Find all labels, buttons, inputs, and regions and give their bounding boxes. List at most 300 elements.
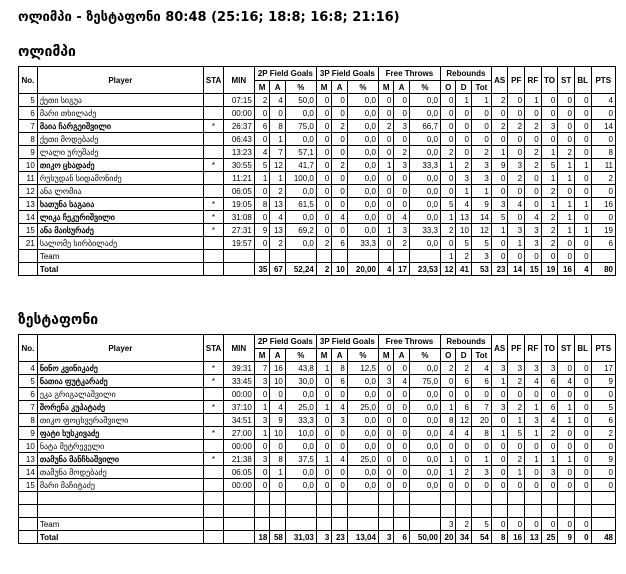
starter-mark xyxy=(203,146,223,159)
stat-tot: 8 xyxy=(471,427,491,440)
total-stat-as: 23 xyxy=(491,263,508,276)
col-subheader-m: M xyxy=(378,349,394,362)
total-row-label: Total xyxy=(37,531,203,544)
stat-fta: 0 xyxy=(394,414,410,427)
stat-tot xyxy=(471,505,491,518)
minutes: 00:00 xyxy=(223,479,254,492)
stat-pts xyxy=(591,492,615,505)
stat-p3m: 0 xyxy=(316,107,332,120)
team-row-label: Team xyxy=(37,518,203,531)
stat-ftm: 0 xyxy=(378,133,394,146)
player-number xyxy=(19,492,38,505)
stat-pf: 0 xyxy=(508,388,525,401)
total-stat-d: 34 xyxy=(456,531,472,544)
player-name: თიკო ფოცხვერაშვილი xyxy=(37,414,203,427)
stat-p2p: 10,0 xyxy=(285,427,316,440)
stat-p2m: 4 xyxy=(254,146,270,159)
stat-p3m: 0 xyxy=(316,133,332,146)
stat-st: 1 xyxy=(558,172,575,185)
player-name: მაია ჩარგეიშვილი xyxy=(37,120,203,133)
stat-d xyxy=(456,492,472,505)
stat-to xyxy=(541,505,558,518)
stat-p2m: 0 xyxy=(254,237,270,250)
total-row xyxy=(19,531,616,544)
stat-fta: 0 xyxy=(394,388,410,401)
stat-rf: 0 xyxy=(525,172,542,185)
stat-fta: 3 xyxy=(394,224,410,237)
stat-ftp: 0,0 xyxy=(409,479,440,492)
player-number: 8 xyxy=(19,133,38,146)
stat-p2m: 0 xyxy=(254,211,270,224)
stat-p3a: 0 xyxy=(332,388,348,401)
stat-fta: 0 xyxy=(394,185,410,198)
stat-p2a: 0 xyxy=(270,440,286,453)
stat-pf: 0 xyxy=(508,133,525,146)
stat-pf: 3 xyxy=(508,159,525,172)
stat-p3a: 0 xyxy=(332,172,348,185)
minutes: 06:43 xyxy=(223,133,254,146)
stat-ftp: 0,0 xyxy=(409,107,440,120)
stat-bl: 0 xyxy=(574,466,591,479)
stat-d xyxy=(456,505,472,518)
stat-p3a: 0 xyxy=(332,479,348,492)
total-stat-tot: 54 xyxy=(471,531,491,544)
team-row-empty xyxy=(347,250,378,263)
stat-bl: 1 xyxy=(574,224,591,237)
starter-mark: * xyxy=(203,224,223,237)
stat-p3a: 4 xyxy=(332,211,348,224)
stat-pts: 5 xyxy=(591,401,615,414)
stat-pts: 0 xyxy=(591,440,615,453)
stat-p2p: 0,0 xyxy=(285,133,316,146)
stat-ftp: 0,0 xyxy=(409,427,440,440)
stat-p2p: 0,0 xyxy=(285,211,316,224)
stat-p2m: 0 xyxy=(254,479,270,492)
team-row-empty xyxy=(409,518,440,531)
stat-p3p: 0,0 xyxy=(347,198,378,211)
total-stat-ftp: 23,53 xyxy=(409,263,440,276)
stat-p2a: 2 xyxy=(270,237,286,250)
team-stat-to: 0 xyxy=(541,518,558,531)
starter-mark xyxy=(203,414,223,427)
stat-p3m: 0 xyxy=(316,388,332,401)
total-stat-o: 12 xyxy=(440,263,456,276)
stat-pts: 2 xyxy=(591,427,615,440)
player-number: 9 xyxy=(19,427,38,440)
stat-p2m xyxy=(254,505,270,518)
col-header-rf: RF xyxy=(525,335,542,362)
stat-pts: 6 xyxy=(591,414,615,427)
minutes xyxy=(223,492,254,505)
team-row-empty xyxy=(347,518,378,531)
starter-mark xyxy=(203,440,223,453)
player-row xyxy=(19,388,616,401)
stat-bl: 0 xyxy=(574,453,591,466)
game-title: ოლიმპი - ზესტაფონი 80:48 (25:16; 18:8; 16:8; 21:16) xyxy=(18,10,400,25)
stat-to: 4 xyxy=(541,414,558,427)
stat-o: 1 xyxy=(440,211,456,224)
stat-rf: 0 xyxy=(525,133,542,146)
stat-ftp xyxy=(409,505,440,518)
stat-fta: 3 xyxy=(394,120,410,133)
player-number: 4 xyxy=(19,362,38,375)
stat-p2p: 43,8 xyxy=(285,362,316,375)
player-number: 15 xyxy=(19,479,38,492)
player-name: ნინო კვინიკაძე xyxy=(37,362,203,375)
player-number: 11 xyxy=(19,172,38,185)
stat-bl: 0 xyxy=(574,146,591,159)
stat-as: 2 xyxy=(491,120,508,133)
stat-rf: 3 xyxy=(525,362,542,375)
total-stat-bl: 0 xyxy=(574,531,591,544)
stat-p2p: 0,0 xyxy=(285,185,316,198)
stat-p3a: 0 xyxy=(332,107,348,120)
stat-rf: 0 xyxy=(525,466,542,479)
stat-fta: 3 xyxy=(394,159,410,172)
stat-st: 1 xyxy=(558,159,575,172)
player-name: ლიკა ჩეკურიშვილი xyxy=(37,211,203,224)
stat-p3p: 0,0 xyxy=(347,146,378,159)
stat-ftm: 0 xyxy=(378,172,394,185)
total-stat-p3a: 23 xyxy=(332,531,348,544)
starter-mark: * xyxy=(203,120,223,133)
stat-p2a: 12 xyxy=(270,159,286,172)
stat-p3a: 0 xyxy=(332,185,348,198)
stat-p3a: 2 xyxy=(332,120,348,133)
total-stat-st: 9 xyxy=(558,531,575,544)
stat-p3p: 12,5 xyxy=(347,362,378,375)
stat-p3p: 0,0 xyxy=(347,107,378,120)
total-stat-rf: 15 xyxy=(525,263,542,276)
minutes: 27:00 xyxy=(223,427,254,440)
team-stat-pf: 0 xyxy=(508,518,525,531)
stat-p3a: 0 xyxy=(332,94,348,107)
stat-p2a: 9 xyxy=(270,414,286,427)
stat-rf: 0 xyxy=(525,440,542,453)
stat-ftp: 0,0 xyxy=(409,466,440,479)
col-header-sta: STA xyxy=(203,335,223,362)
stat-rf: 3 xyxy=(525,414,542,427)
stat-p3m xyxy=(316,492,332,505)
starter-mark xyxy=(203,479,223,492)
team-row xyxy=(19,250,616,263)
player-name: ხათუნა საგაია xyxy=(37,198,203,211)
col-subheader-pct: % xyxy=(347,349,378,362)
stat-o: 2 xyxy=(440,146,456,159)
starter-mark: * xyxy=(203,375,223,388)
col-header-to: TO xyxy=(541,67,558,94)
player-number: 8 xyxy=(19,414,38,427)
stat-p3m: 1 xyxy=(316,362,332,375)
stat-pf: 3 xyxy=(508,362,525,375)
player-number: 12 xyxy=(19,185,38,198)
stat-tot: 20 xyxy=(471,414,491,427)
stat-o: 0 xyxy=(440,440,456,453)
total-row-no xyxy=(19,531,38,544)
stat-bl: 0 xyxy=(574,401,591,414)
stat-rf: 0 xyxy=(525,185,542,198)
starter-mark xyxy=(203,388,223,401)
team-stat-o: 3 xyxy=(440,518,456,531)
stat-to xyxy=(541,492,558,505)
player-number: 13 xyxy=(19,198,38,211)
stat-fta: 0 xyxy=(394,107,410,120)
stat-st: 0 xyxy=(558,479,575,492)
stat-p3p xyxy=(347,492,378,505)
stat-ftp: 0,0 xyxy=(409,94,440,107)
player-row xyxy=(19,375,616,388)
team-stat-d: 2 xyxy=(456,250,472,263)
stat-d: 13 xyxy=(456,211,472,224)
stat-ftm: 0 xyxy=(378,440,394,453)
stat-pf: 2 xyxy=(508,120,525,133)
stat-o: 0 xyxy=(440,388,456,401)
stat-rf: 0 xyxy=(525,107,542,120)
minutes: 39:31 xyxy=(223,362,254,375)
stat-as xyxy=(491,492,508,505)
stat-ftp: 75,0 xyxy=(409,375,440,388)
stat-p2a xyxy=(270,505,286,518)
stat-fta: 0 xyxy=(394,427,410,440)
total-stat-p3p: 13,04 xyxy=(347,531,378,544)
stat-o: 1 xyxy=(440,453,456,466)
col-subheader-o: O xyxy=(440,81,456,94)
stat-tot: 0 xyxy=(471,440,491,453)
minutes: 06:05 xyxy=(223,466,254,479)
stat-p3m: 0 xyxy=(316,440,332,453)
stat-tot: 0 xyxy=(471,388,491,401)
col-header-to: TO xyxy=(541,335,558,362)
stat-ftm: 0 xyxy=(378,185,394,198)
stat-as: 0 xyxy=(491,453,508,466)
player-row xyxy=(19,120,616,133)
stat-tot: 0 xyxy=(471,133,491,146)
total-stat-p3m: 3 xyxy=(316,531,332,544)
stat-pts: 2 xyxy=(591,172,615,185)
stat-p3p: 0,0 xyxy=(347,427,378,440)
col-subheader-a: A xyxy=(332,81,348,94)
stat-pf: 4 xyxy=(508,198,525,211)
stat-ftp: 0,0 xyxy=(409,211,440,224)
col-header-as: AS xyxy=(491,335,508,362)
player-row xyxy=(19,466,616,479)
stat-bl: 0 xyxy=(574,211,591,224)
stat-bl: 1 xyxy=(574,198,591,211)
stat-p2p: 100,0 xyxy=(285,172,316,185)
stat-tot: 12 xyxy=(471,224,491,237)
stat-p3a: 4 xyxy=(332,401,348,414)
team-row xyxy=(19,518,616,531)
col-header-player: Player xyxy=(37,335,203,362)
total-row-no xyxy=(19,263,38,276)
stat-rf: 0 xyxy=(525,198,542,211)
stat-ftp: 0,0 xyxy=(409,185,440,198)
stat-p3m: 0 xyxy=(316,198,332,211)
stat-pts: 14 xyxy=(591,120,615,133)
stat-ftm: 0 xyxy=(378,453,394,466)
team-row-no xyxy=(19,518,38,531)
stat-ftm: 1 xyxy=(378,159,394,172)
stat-p2p: 25,0 xyxy=(285,401,316,414)
minutes: 27:31 xyxy=(223,224,254,237)
team-stat-pts xyxy=(591,250,615,263)
col-header-st: ST xyxy=(558,67,575,94)
stat-to: 0 xyxy=(541,479,558,492)
team-name-olimpi: ოლიმპი xyxy=(18,44,76,60)
player-row xyxy=(19,453,616,466)
col-header-bl: BL xyxy=(574,67,591,94)
team-row-empty xyxy=(254,250,270,263)
stat-as xyxy=(491,505,508,518)
stat-tot: 9 xyxy=(471,198,491,211)
stat-p2m: 1 xyxy=(254,401,270,414)
stat-p3m: 0 xyxy=(316,120,332,133)
stat-as: 0 xyxy=(491,172,508,185)
stat-o: 0 xyxy=(440,94,456,107)
stat-ftp: 0,0 xyxy=(409,440,440,453)
stat-p3m: 0 xyxy=(316,224,332,237)
stat-fta: 2 xyxy=(394,237,410,250)
stat-pf: 0 xyxy=(508,107,525,120)
stat-tot: 5 xyxy=(471,237,491,250)
stat-as: 5 xyxy=(491,211,508,224)
stat-d: 0 xyxy=(456,388,472,401)
col-subheader-o: O xyxy=(440,349,456,362)
minutes: 00:00 xyxy=(223,107,254,120)
player-row xyxy=(19,172,616,185)
stat-bl: 0 xyxy=(574,375,591,388)
total-stat-fta: 6 xyxy=(394,531,410,544)
player-row xyxy=(19,224,616,237)
team-stat-bl: 0 xyxy=(574,518,591,531)
stat-rf: 2 xyxy=(525,120,542,133)
stat-to: 1 xyxy=(541,453,558,466)
stat-as: 1 xyxy=(491,146,508,159)
player-number: 6 xyxy=(19,388,38,401)
stat-fta: 0 xyxy=(394,133,410,146)
col-header-pts: PTS xyxy=(591,67,615,94)
stat-pf: 2 xyxy=(508,453,525,466)
stat-p2a: 7 xyxy=(270,146,286,159)
stat-as: 0 xyxy=(491,107,508,120)
team-stat-tot: 3 xyxy=(471,250,491,263)
stat-st: 1 xyxy=(558,198,575,211)
player-number: 5 xyxy=(19,375,38,388)
stat-st: 1 xyxy=(558,414,575,427)
stat-o: 2 xyxy=(440,362,456,375)
stat-p3p: 0,0 xyxy=(347,159,378,172)
stat-p2m: 2 xyxy=(254,94,270,107)
stat-d: 0 xyxy=(456,133,472,146)
stat-p3p: 0,0 xyxy=(347,375,378,388)
stat-as: 3 xyxy=(491,401,508,414)
player-name: ეკა გრიგალაშვილი xyxy=(37,388,203,401)
stat-as: 0 xyxy=(491,388,508,401)
stat-p3p: 0,0 xyxy=(347,466,378,479)
stat-bl xyxy=(574,492,591,505)
col-header-free-throws: Free Throws xyxy=(378,335,440,349)
stat-ftm: 2 xyxy=(378,120,394,133)
stat-bl: 0 xyxy=(574,427,591,440)
stat-d: 12 xyxy=(456,414,472,427)
stat-o: 0 xyxy=(440,237,456,250)
total-stat-rf: 13 xyxy=(525,531,542,544)
stat-p3m: 0 xyxy=(316,414,332,427)
stat-o xyxy=(440,505,456,518)
stat-to: 1 xyxy=(541,146,558,159)
stat-p3m: 0 xyxy=(316,159,332,172)
stat-pf: 5 xyxy=(508,427,525,440)
total-stat-to: 19 xyxy=(541,263,558,276)
stat-p2m: 0 xyxy=(254,133,270,146)
col-subheader-a: A xyxy=(270,349,286,362)
stat-to: 0 xyxy=(541,133,558,146)
stat-p2m: 0 xyxy=(254,185,270,198)
stat-p3a xyxy=(332,505,348,518)
stat-fta: 0 xyxy=(394,401,410,414)
stat-p2a: 1 xyxy=(270,172,286,185)
team-stat-rf: 0 xyxy=(525,250,542,263)
team-row-sta xyxy=(203,250,223,263)
stat-rf: 4 xyxy=(525,211,542,224)
col-header-3p-field-goals: 3P Field Goals xyxy=(316,335,378,349)
player-number: 5 xyxy=(19,94,38,107)
stat-p3p: 0,0 xyxy=(347,133,378,146)
stat-d: 4 xyxy=(456,427,472,440)
stat-p3a: 0 xyxy=(332,440,348,453)
stat-pf: 2 xyxy=(508,172,525,185)
col-subheader-pct: % xyxy=(409,81,440,94)
stat-pts: 0 xyxy=(591,211,615,224)
col-header-rebounds: Rebounds xyxy=(440,335,491,349)
stat-p2p: 0,0 xyxy=(285,107,316,120)
stat-tot: 3 xyxy=(471,466,491,479)
player-row xyxy=(19,211,616,224)
stat-fta: 0 xyxy=(394,466,410,479)
stat-pts: 0 xyxy=(591,185,615,198)
player-row xyxy=(19,133,616,146)
stat-pf: 0 xyxy=(508,440,525,453)
col-subheader-a: A xyxy=(394,81,410,94)
starter-mark xyxy=(203,492,223,505)
player-name: ანა ლომია xyxy=(37,185,203,198)
stat-ftp: 0,0 xyxy=(409,401,440,414)
stat-p2p: 0,0 xyxy=(285,479,316,492)
stat-p3a: 0 xyxy=(332,427,348,440)
stat-rf xyxy=(525,492,542,505)
team-row-empty xyxy=(316,250,332,263)
col-header-as: AS xyxy=(491,67,508,94)
stat-to: 0 xyxy=(541,440,558,453)
stat-st: 0 xyxy=(558,388,575,401)
stat-as: 1 xyxy=(491,427,508,440)
stat-p3p: 0,0 xyxy=(347,120,378,133)
stat-p2a: 10 xyxy=(270,427,286,440)
stat-d: 6 xyxy=(456,401,472,414)
stat-d: 2 xyxy=(456,159,472,172)
team-row-min xyxy=(223,250,254,263)
stat-pf: 0 xyxy=(508,479,525,492)
col-header-rebounds: Rebounds xyxy=(440,67,491,81)
stat-pf: 0 xyxy=(508,185,525,198)
stat-p2a: 4 xyxy=(270,211,286,224)
total-stat-p3m: 2 xyxy=(316,263,332,276)
minutes: 21:38 xyxy=(223,453,254,466)
player-row xyxy=(19,146,616,159)
stat-p2m: 1 xyxy=(254,427,270,440)
stat-fta: 0 xyxy=(394,172,410,185)
player-row xyxy=(19,440,616,453)
